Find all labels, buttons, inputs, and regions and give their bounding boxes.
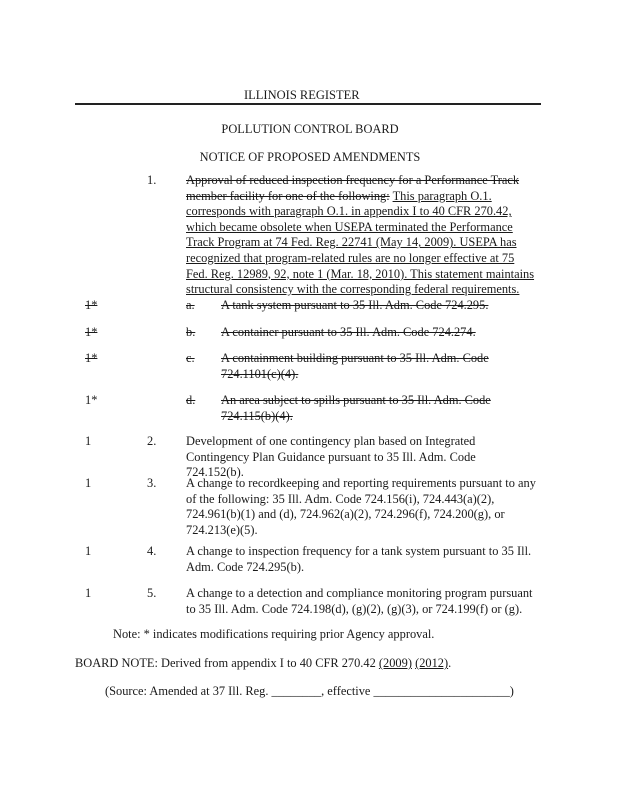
header-rule <box>75 103 541 105</box>
item-number: 1. <box>147 173 157 187</box>
item-1-text <box>186 173 536 298</box>
item-number: 4. <box>147 544 157 558</box>
board-note-inserted: (2012) <box>415 656 449 670</box>
margin-code: 1 <box>85 476 92 490</box>
board-note-struck: (2009) <box>378 656 412 670</box>
item-number: 2. <box>147 434 157 448</box>
margin-code: 1 <box>85 544 92 558</box>
sub-item-letter: d. <box>186 393 196 407</box>
sub-item-letter: c. <box>186 351 195 365</box>
item-text: Development of one contingency plan based on Integrated Contingency Plan Guidance pursuant to 35 Ill. Adm. Code 724.152(b). <box>186 434 476 480</box>
sub-item-text: An area subject to spills pursuant to 35 Ill. Adm. Code 724.115(b)(4). <box>221 393 491 423</box>
margin-code: 1* <box>85 393 98 407</box>
struck-text: Approval of reduced inspection frequency for a Performance Track member facility for one of the following: <box>186 173 520 203</box>
notice-title: NOTICE OF PROPOSED AMENDMENTS <box>199 150 421 164</box>
margin-code: 1* <box>85 298 98 312</box>
approval-note: Note: * indicates modifications requiring prior Agency approval. <box>113 627 435 641</box>
board-name: POLLUTION CONTROL BOARD <box>221 122 399 136</box>
item-text: A change to a detection and compliance monitoring program pursuant to 35 Ill. Adm. Code 724.198(d), (g)(2), (g)(3), or 724.199(f) or (g). <box>186 586 533 616</box>
sub-item-text: A tank system pursuant to 35 Ill. Adm. Code 724.295. <box>221 298 489 312</box>
margin-code: 1* <box>85 325 98 339</box>
sub-item-text: A containment building pursuant to 35 Ill. Adm. Code 724.1101(c)(4). <box>221 351 489 381</box>
sub-item-letter: a. <box>186 298 195 312</box>
board-note-text: BOARD NOTE: Derived from appendix I to 40 CFR 270.42 <box>75 656 376 670</box>
item-number: 5. <box>147 586 157 600</box>
margin-code: 1 <box>85 434 92 448</box>
inserted-text: This paragraph O.1. corresponds with paragraph O.1. in appendix I to 40 CFR 270.42, which became obsolete when USEPA terminated the Performance Track Program at 74 Fed. Reg. 22741 (May 14, 2009). USEPA has recognized that program-related rules are no longer effective at 75 Fed. Reg. 12989, 92, note 1 (Mar. 18, 2010). This statement maintains structural consistency with the corresponding federal requirements. <box>186 188 535 297</box>
margin-code: 1* <box>85 351 98 365</box>
item-number: 3. <box>147 476 157 490</box>
board-note-period: . <box>448 656 452 670</box>
item-text: A change to recordkeeping and reporting requirements pursuant to any of the following: 35 Ill. Adm. Code 724.156(i), 724.443(a)(2), 724.961(b)(1) and (d), 724.962(a)(2), 724.296(f), 724.200(g), or 724.213(e)(5). <box>186 476 536 537</box>
board-note <box>75 656 451 671</box>
item-text: A change to inspection frequency for a tank system pursuant to 35 Ill. Adm. Code 724.295(b). <box>186 544 532 574</box>
margin-code: 1 <box>85 586 92 600</box>
source-line: (Source: Amended at 37 Ill. Reg. ________, effective ______________________) <box>105 684 514 698</box>
sub-item-letter: b. <box>186 325 196 339</box>
sub-item-text: A container pursuant to 35 Ill. Adm. Code 724.274. <box>221 325 476 339</box>
register-title: ILLINOIS REGISTER <box>244 88 360 102</box>
